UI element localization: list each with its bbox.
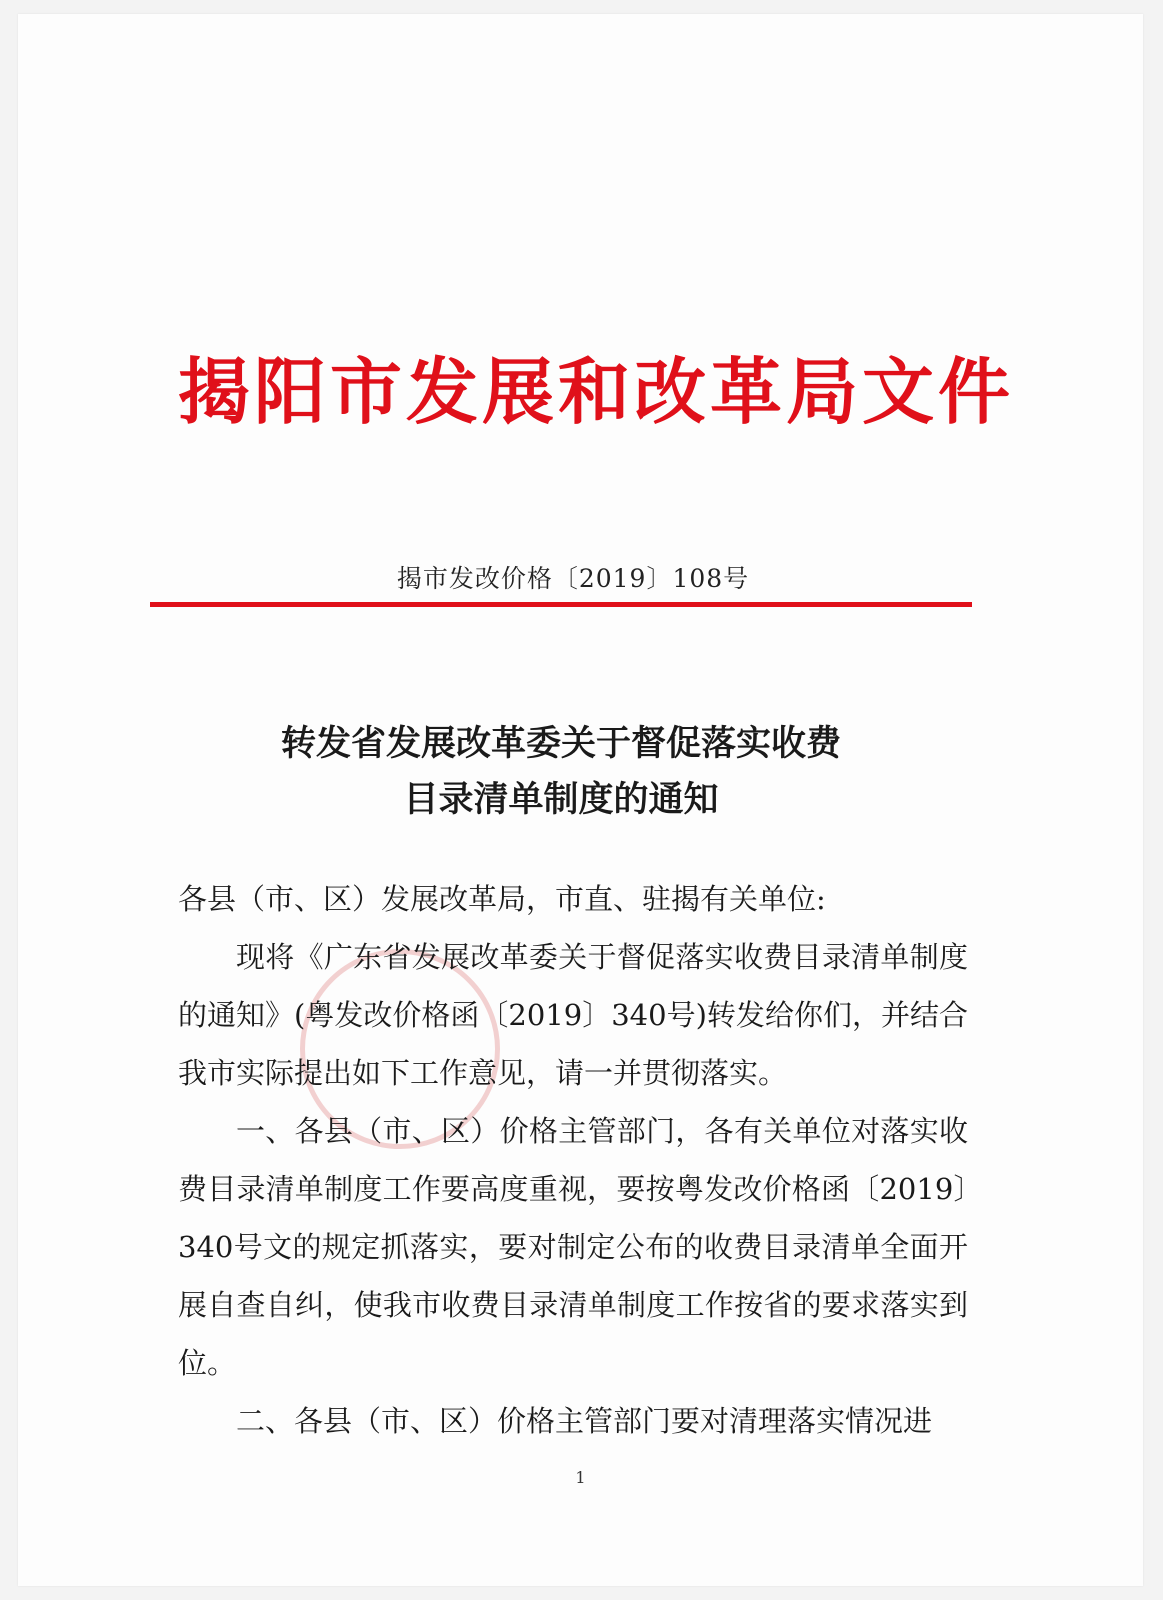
body-paragraph: 二、各县（市、区）价格主管部门要对清理落实情况进 xyxy=(236,1404,933,1438)
body-paragraph: 一、各县（市、区）价格主管部门，各有关单位对落实收费目录清单制度工作要高度重视，要按粤发改价格函〔2019〕340号文的规定抓落实，要对制定公布的收费目录清单全面开展自查自纠，使我市收费目录清单制度工作按省的要求落实到位。 xyxy=(178,1114,968,1380)
body-paragraph: 现将《广东省发展改革委关于督促落实收费目录清单制度的通知》(粤发改价格函〔2019〕340号)转发给你们，并结合我市实际提出如下工作意见，请一并贯彻落实。 xyxy=(178,940,968,1090)
recipients-line: 各县（市、区）发展改革局，市直、驻揭有关单位: xyxy=(178,882,826,916)
red-divider-line xyxy=(150,602,972,607)
document-page xyxy=(18,14,1143,1586)
page-number: 1 xyxy=(575,1468,586,1487)
document-title xyxy=(138,716,984,828)
document-number: 揭市发改价格〔2019〕108号 xyxy=(396,564,750,593)
document-body xyxy=(178,870,968,1450)
document-header: 揭阳市发展和改革局文件 xyxy=(178,349,1015,434)
title-line-1: 转发省发展改革委关于督促落实收费 xyxy=(280,723,841,764)
title-line-2: 目录清单制度的通知 xyxy=(403,779,719,820)
